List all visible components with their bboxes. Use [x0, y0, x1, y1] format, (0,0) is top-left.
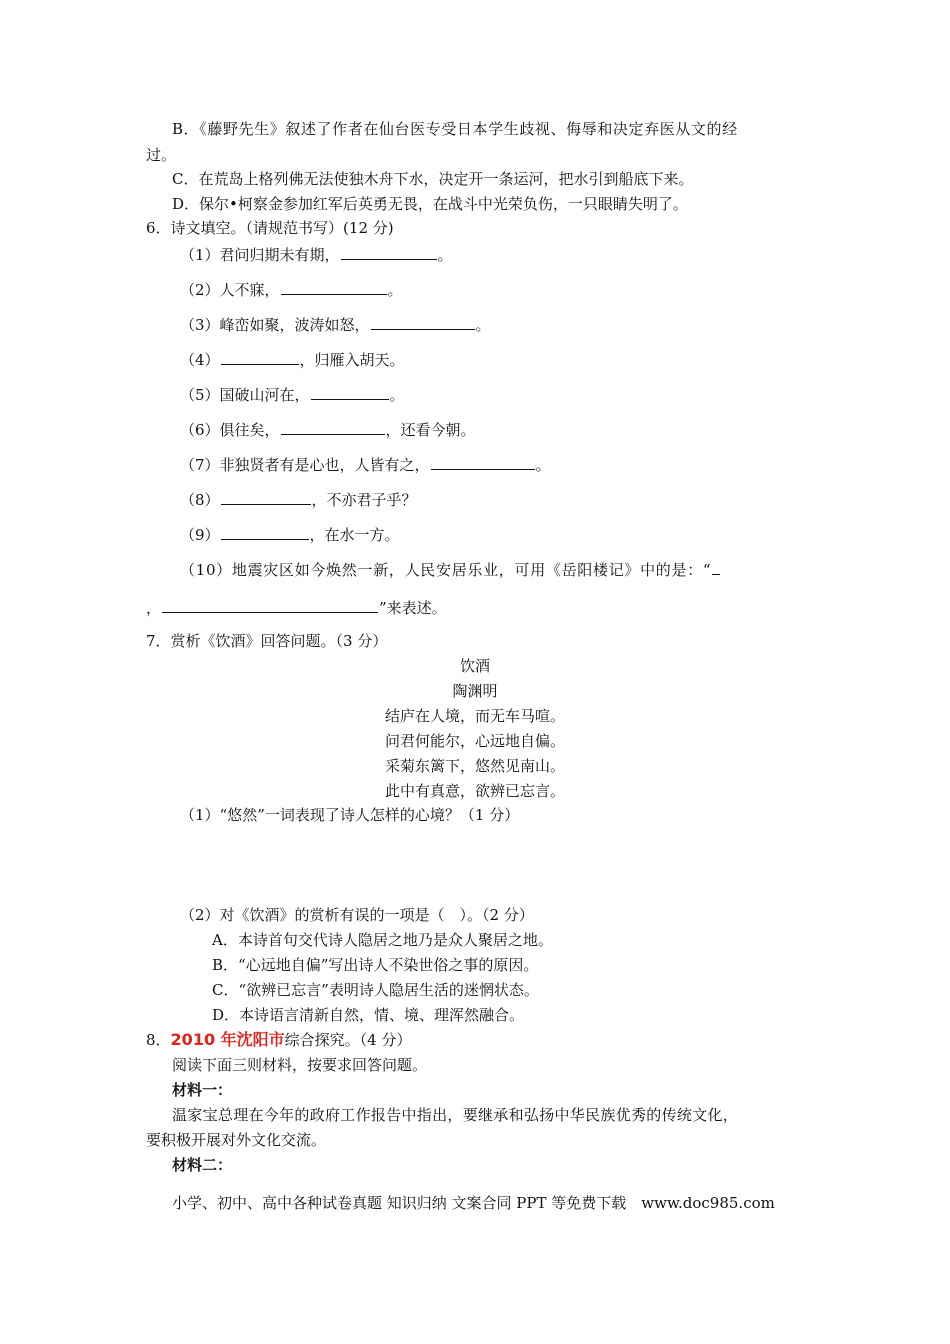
material-two-label: 材料二：	[172, 1156, 233, 1174]
q6-item-9: （9） ，在水一方。	[180, 523, 400, 545]
q7-option-c: C．“欲辨已忘言”表明诗人隐居生活的迷惘状态。	[212, 981, 539, 999]
q5-option-b-cont: 过。	[146, 146, 177, 164]
q7-option-a: A．本诗首句交代诗人隐居之地乃是众人聚居之地。	[212, 931, 553, 949]
q6-title: 6．诗文填空。（请规范书写）(12 分)	[146, 219, 394, 237]
answer-blank[interactable]	[221, 488, 311, 505]
answer-blank[interactable]	[311, 383, 389, 400]
poem-line: 采菊东篱下，悠然见南山。	[384, 757, 565, 775]
q7-sub-question-1: （1）“悠然”一词表现了诗人怎样的心境？（1 分）	[180, 806, 520, 824]
poem-line: 问君何能尔，心远地自偏。	[384, 732, 565, 750]
q6-item-10-cont: ， ”来表述。	[146, 596, 447, 618]
q8-source-highlight: 2010 年沈阳市	[170, 1030, 285, 1049]
q8-intro: 阅读下面三则材料，按要求回答问题。	[172, 1056, 428, 1074]
answer-blank[interactable]	[431, 453, 535, 470]
q6-item-3: （3）峰峦如聚，波涛如怒， 。	[180, 313, 491, 335]
material-one-text-cont: 要积极开展对外文化交流。	[146, 1131, 327, 1149]
answer-blank[interactable]	[221, 523, 309, 540]
answer-blank[interactable]	[341, 243, 437, 260]
poem-title: 饮酒	[459, 657, 490, 675]
q6-item-1: （1）君问归期未有期， 。	[180, 243, 453, 265]
q7-option-b: B．“心远地自偏”写出诗人不染世俗之事的原因。	[212, 956, 539, 974]
q7-option-d: D．本诗语言清新自然，情、境、理浑然融合。	[212, 1006, 525, 1024]
answer-blank[interactable]	[712, 558, 720, 575]
answer-blank[interactable]	[162, 596, 378, 613]
poem-author: 陶渊明	[452, 682, 498, 700]
q6-item-10: （10）地震灾区如今焕然一新，人民安居乐业，可用《岳阳楼记》中的是：“	[180, 558, 721, 580]
q5-option-c: C．在荒岛上格列佛无法使独木舟下水，决定开一条运河，把水引到船底下来。	[172, 170, 694, 188]
page-footer: 小学、初中、高中各种试卷真题 知识归纳 文案合同 PPT 等免费下载 www.doc985.com	[172, 1194, 775, 1212]
q5-option-b: B．《藤野先生》叙述了作者在仙台医专受日本学生歧视、侮辱和决定弃医从文的经	[172, 120, 738, 138]
poem-line: 此中有真意，欲辨已忘言。	[384, 782, 565, 800]
q6-item-5: （5）国破山河在， 。	[180, 383, 405, 405]
q6-item-2: （2）人不寐， 。	[180, 278, 403, 300]
q6-item-7: （7）非独贤者有是心也，人皆有之， 。	[180, 453, 551, 475]
material-one-label: 材料一：	[172, 1081, 233, 1099]
poem-line: 结庐在人境，而无车马喧。	[384, 707, 565, 725]
q6-item-6: （6）俱往矣， ，还看今朝。	[180, 418, 476, 440]
answer-blank[interactable]	[371, 313, 475, 330]
q7-sub-question-2: （2）对《饮酒》的赏析有误的一项是（ ）。（2 分）	[180, 906, 534, 924]
q6-item-8: （8） ，不亦君子乎？	[180, 488, 417, 510]
q5-option-d: D．保尔•柯察金参加红军后英勇无畏，在战斗中光荣负伤，一只眼睛失明了。	[172, 195, 688, 213]
q6-item-4: （4） ，归雁入胡天。	[180, 348, 405, 370]
q8-title: 8．2010 年沈阳市综合探究。（4 分）	[146, 1030, 412, 1049]
answer-blank[interactable]	[221, 348, 299, 365]
answer-blank[interactable]	[281, 278, 387, 295]
material-one-text: 温家宝总理在今年的政府工作报告中指出，要继承和弘扬中华民族优秀的传统文化，	[172, 1106, 739, 1124]
q7-title: 7．赏析《饮酒》回答问题。（3 分）	[146, 632, 388, 650]
answer-blank[interactable]	[281, 418, 385, 435]
